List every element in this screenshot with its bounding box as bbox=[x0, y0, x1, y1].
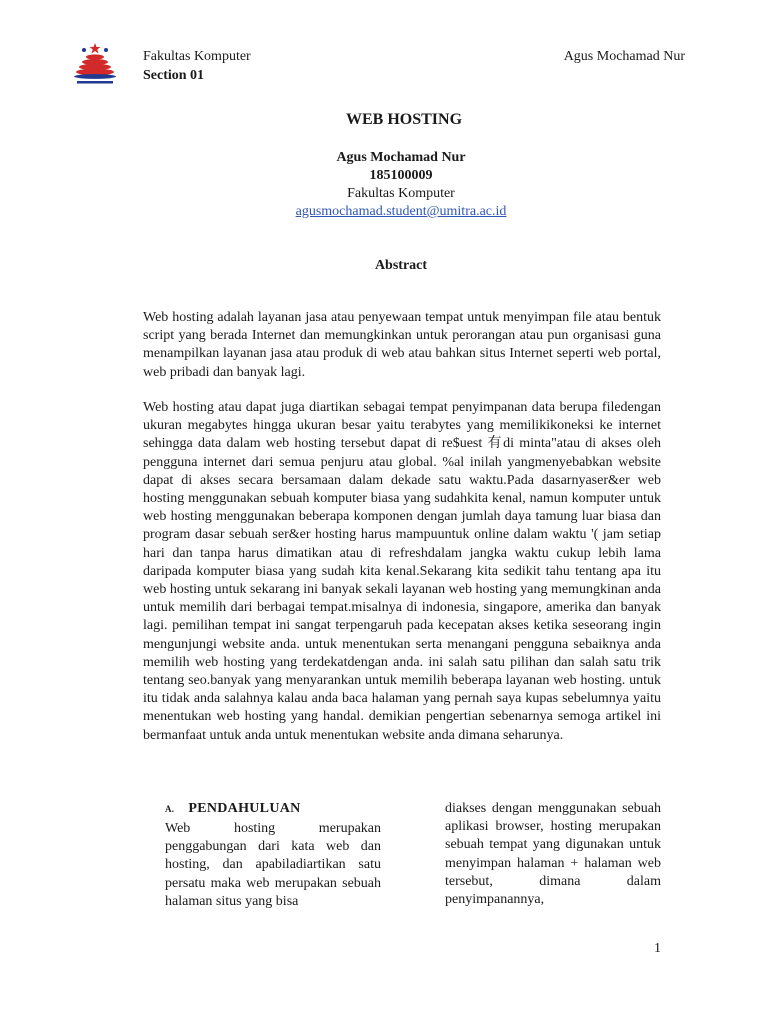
column-right bbox=[445, 800, 661, 909]
column-left bbox=[165, 800, 381, 911]
author-block bbox=[0, 149, 768, 221]
section-title: PENDAHULUAN bbox=[188, 801, 301, 816]
column-left-text: Web hosting merupakan penggabungan dari kata web dan hosting, dan apabiladiartikan satu persatu maka web merupakan sebuah halaman situs yang bisa bbox=[165, 821, 381, 909]
section-letter: A. bbox=[165, 804, 175, 814]
section-heading bbox=[165, 800, 381, 818]
header-faculty: Fakultas Komputer bbox=[143, 49, 251, 64]
page-number: 1 bbox=[654, 941, 661, 956]
column-right-text: diakses dengan menggunakan sebuah aplikasi browser, hosting merupakan sebuah tempat yang digunakan untuk menyimpan halaman + halaman web tersebut, dimana dalam penyimpanannya, bbox=[445, 801, 661, 908]
paper-title: WEB HOSTING bbox=[345, 111, 463, 128]
header-section: Section 01 bbox=[143, 68, 205, 83]
abstract-paragraph-2: Web hosting atau dapat juga diartikan sebagai tempat penyimpanan data berupa filedengan ukuran megabytes hingga ukuran besar yaitu terabytes yang memilikikoneksi ke internet sehingga data dalam web hosting tersebut dapat di re$uest 有di minta"atau di akses oleh pengguna internet dari semua penjuru atau global. %al inilah yangmenyebabkan website dapat di akses secara bersamaan dalam dekade satu waktu.Pada dasarnyaser&er web hosting menggunakan sebuah komputer biasa yang sudahkita kenal, namun komputer untuk web hosting menggunakan beberapa komponen dengan jumlah daya tamung luar biasa dan program dasar sebuah ser&er hosting harus mampuuntuk online dalam waktu '( jam setiap hari dan tanpa harus dimatikan atau di refreshdalam jangka waktu cukup lebih lama daripada komputer biasa yang sudah kita kenal.Sekarang kita sedikit tahu tentang apa itu web hosting untuk sekarang ini banyak sekali layanan web hosting yang memungkinan anda untuk memilih dari berbagai tempat.misalnya di indonesia, singapore, amerika dan banyak lagi. pemilihan tempat ini sangat terpengaruh pada kecepatan akses ketika seseorang ingin mengunjungi website anda. untuk menentukan serta menangani pengguna sebaiknya anda memilih web hosting yang terdekatdengan anda. ini salah satu pilihan dan salah satu trik tentang seo.banyak yang menyarankan untuk memilih beberapa layanan web hosting. untuk itu tidak anda salahnya kalau anda baca halaman yang pernah saya kupas sebelumnya yaitu menentukan web hosting yang handal. demikian pengertian sebenarnya semoga artikel ini bermanfaat untuk anda untuk menentukan website anda dimana seharunya. bbox=[143, 400, 661, 743]
university-logo-icon bbox=[70, 42, 120, 88]
author-name: Agus Mochamad Nur bbox=[336, 150, 466, 165]
running-header-left bbox=[143, 47, 251, 85]
header-author: Agus Mochamad Nur bbox=[563, 49, 685, 64]
abstract-paragraph-1: Web hosting adalah layanan jasa atau penyewaan tempat untuk menyimpan file atau bentuk script yang berada Internet dan memungkinkan untuk perorangan atau pun organisasi guna menampilkan layanan jasa atau produk di web atau bahkan situs Internet seperti web portal, web pribadi dan banyak lagi. bbox=[143, 310, 661, 380]
abstract-heading: Abstract bbox=[374, 258, 428, 273]
author-email-link[interactable]: agusmochamad.student@umitra.ac.id bbox=[295, 204, 507, 219]
author-faculty: Fakultas Komputer bbox=[347, 186, 455, 201]
student-id: 185100009 bbox=[369, 168, 433, 183]
